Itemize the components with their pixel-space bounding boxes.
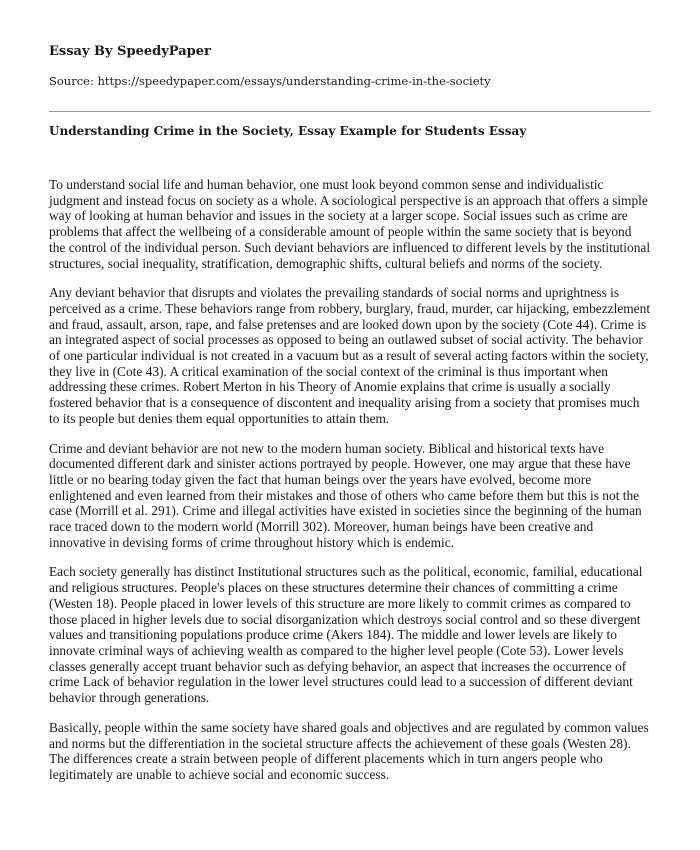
essay-paragraph: Any deviant behavior that disrupts and violates the prevailing standards of social norms and uprightness is perceived as a crime. These behaviors range from robbery, burglary, fraud, murder, car hijacking, embezzlement and fraud, assault, arson, rape, and false pretenses and are looked down upon by the society (Cote 44). Crime is an integrated aspect of social processes as opposed to being an outlawed subset of social activity. The behavior of one particular individual is not created in a vacuum but as a result of several acting factors within the society, they live in (Cote 43). A critical examination of the social context of the criminal is thus important when addressing these crimes. Robert Merton in his Theory of Anomie explains that crime is usually a socially fostered behavior that is a consequence of discontent and inequality arising from a society that promises much to its people but denies them equal opportunities to attain them.: [49, 285, 651, 426]
essay-body: [49, 177, 651, 783]
source-line: Source: https://speedypaper.com/essays/understanding-crime-in-the-society: [49, 74, 491, 88]
essay-paragraph: Crime and deviant behavior are not new to the modern human society. Biblical and historical texts have documented different dark and sinister actions portrayed by people. However, one may argue that these have little or no bearing today given the fact that human beings over the years have evolved, become more enlightened and even learned from their mistakes and those of others who came before them but this is not the case (Morrill et al. 291). Crime and illegal activities have existed in societies since the beginning of the human race traced down to the modern world (Morrill 302). Moreover, human beings have been creative and innovative in devising forms of crime throughout history which is endemic.: [49, 440, 642, 550]
essay-title: Understanding Crime in the Society, Essay Example for Students Essay: [49, 124, 527, 138]
site-title: Essay By SpeedyPaper: [49, 44, 211, 59]
essay-paragraph: To understand social life and human behavior, one must look beyond common sense and individualistic judgment and instead focus on society as a whole. A sociological perspective is an approach that offers a simple way of looking at human behavior and issues in the society at a larger scope. Social issues such as crime are problems that affect the wellbeing of a considerable amount of people within the same society that is beyond the control of the individual person. Such deviant behaviors are influenced to different levels by the institutional structures, social inequality, stratification, demographic shifts, cultural beliefs and norms of the society.: [49, 177, 651, 271]
essay-paragraph: Basically, people within the same society have shared goals and objectives and are regulated by common values and norms but the differentiation in the societal structure affects the achievement of these goals (Westen 28). The differences create a strain between people of different placements which in turn angers people who legitimately are unable to achieve social and economic success.: [49, 719, 649, 782]
essay-paragraph: Each society generally has distinct Institutional structures such as the political, economic, familial, educational and religious structures. People's places on these structures determine their chances of committing a crime (Westen 18). People placed in lower levels of this structure are more likely to commit crimes as compared to those placed in higher levels due to social disorganization which destroys social control and so these divergent values and transitioning populations produce crime (Akers 184). The middle and lower levels are likely to innovate criminal ways of achieving wealth as compared to the higher level people (Cote 53). Lower levels classes generally accept truant behavior such as defying behavior, an aspect that increases the occurrence of crime Lack of behavior regulation in the lower level structures could lead to a succession of different deviant behavior through generations.: [49, 564, 643, 706]
header-divider: [49, 111, 651, 112]
